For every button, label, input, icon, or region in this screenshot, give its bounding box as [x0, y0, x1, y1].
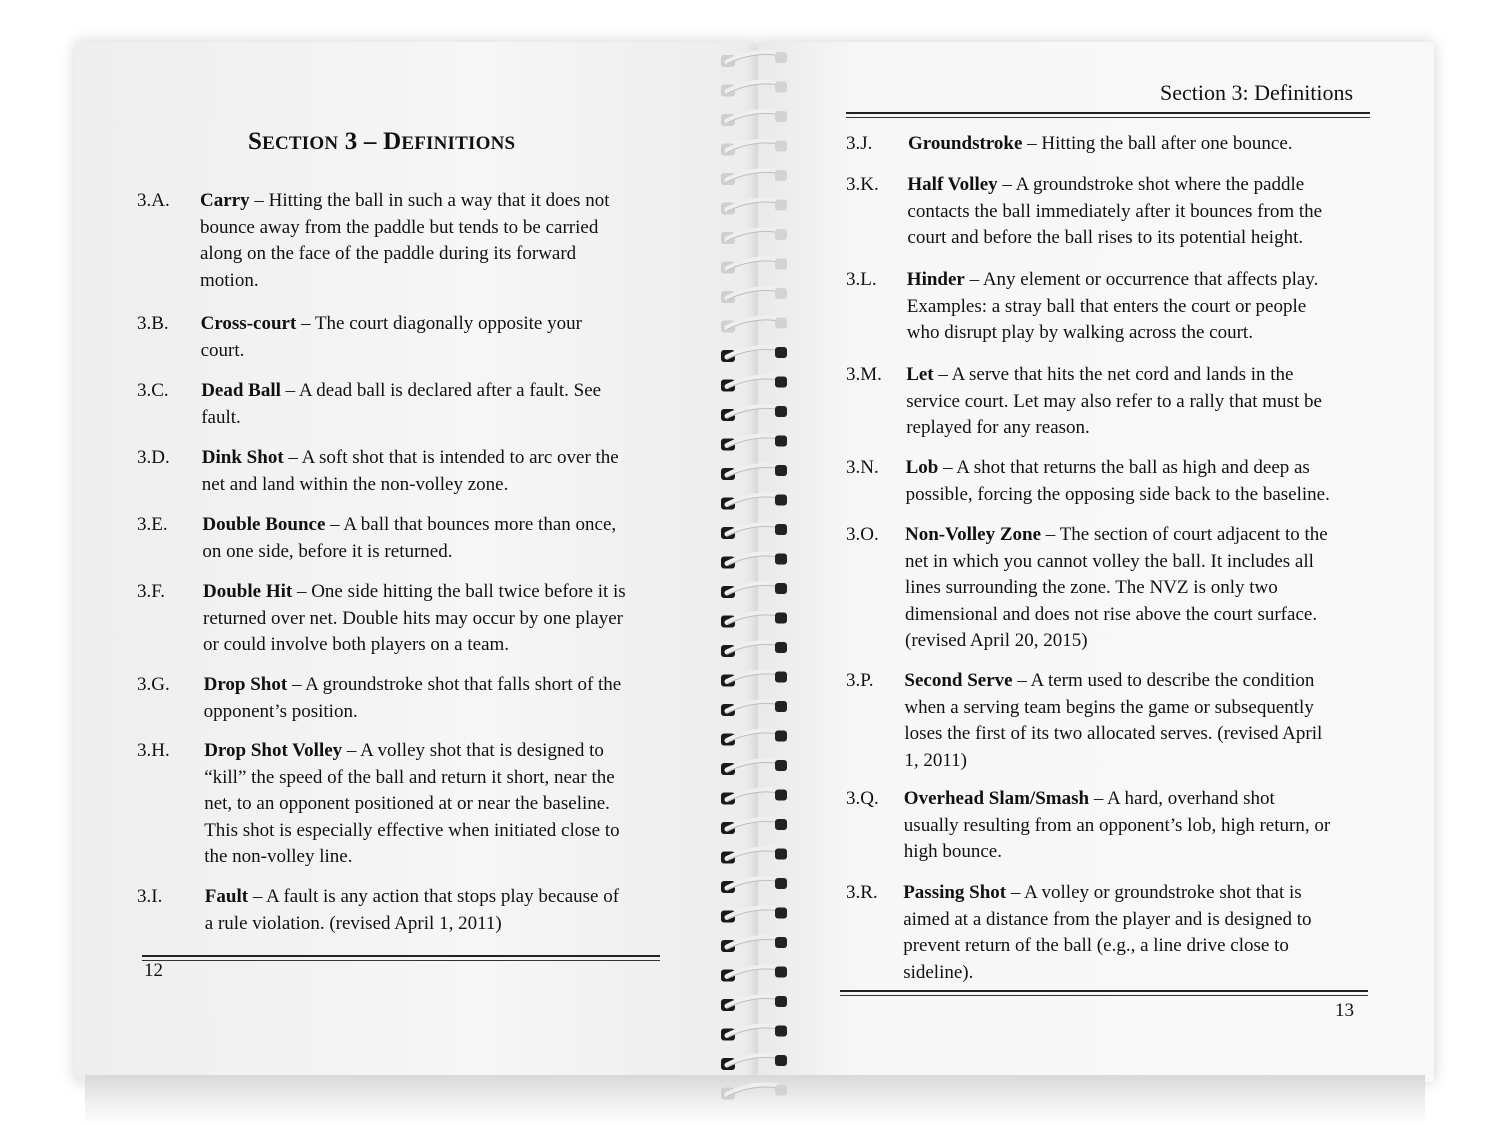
definition-number: 3.E. [137, 514, 168, 535]
definition-text: bounce away from the paddle but tends to be carried [200, 216, 599, 238]
footer-rule-left [142, 955, 660, 957]
definition-line [905, 628, 1385, 655]
spiral-coil [721, 819, 787, 834]
definition-text: Hitting the ball after one bounce. [1041, 133, 1293, 154]
definition-text: along on the face of the paddle during its forward [200, 243, 577, 264]
definition-line [907, 320, 1387, 347]
definition-text: Examples: a stray ball that enters the court or people [906, 295, 1307, 317]
definition-text: opponent’s position. [203, 700, 358, 722]
page-number-right: 13 [1335, 1000, 1354, 1021]
spiral-coil [721, 465, 787, 480]
spiral-coil [721, 1055, 787, 1070]
definition-number: 3.M. [846, 364, 882, 385]
definition-line [904, 839, 1384, 866]
definition-text: aimed at a distance from the player and is designed to [903, 908, 1312, 930]
definition-line [905, 602, 1385, 629]
spiral-coil [721, 790, 787, 805]
definition-text: A shot that returns the ball as high and deep as [956, 457, 1310, 478]
definition-term: Half Volley [907, 174, 998, 195]
spiral-coil [721, 967, 787, 982]
spiral-coil [721, 937, 787, 952]
spiral-coil [721, 170, 787, 185]
definition-term: Drop Shot [203, 674, 288, 695]
spiral-coil [721, 760, 787, 775]
definition-line [200, 215, 680, 242]
definition-term: Groundstroke [908, 133, 1023, 154]
definition-text: net in which you cannot volley the ball. It includes all [905, 550, 1314, 572]
spiral-coil [721, 731, 787, 746]
definition-text: fault. [201, 406, 241, 428]
spiral-coil [721, 878, 787, 893]
definition-line: Drop Shot Volley – A volley shot that is designed to [204, 740, 604, 761]
definition-body [204, 672, 684, 725]
definition-number: 3.D. [137, 447, 170, 468]
definition-text: high bounce. [903, 841, 1002, 862]
definition-text: lines surrounding the zone. The NVZ is only two [905, 577, 1278, 598]
definition-line [204, 765, 684, 792]
definition-line: Second Serve – A term used to describe the condition [904, 670, 1315, 691]
definition-line [202, 539, 682, 566]
definition-term: Overhead Slam/Smash [903, 788, 1090, 809]
definition-line [200, 241, 680, 268]
definition-text: net and land within the non-volley zone. [201, 473, 509, 495]
definition-number: 3.L. [846, 269, 877, 290]
definition-text: court and before the ball rises to its potential height. [907, 227, 1304, 248]
definition-number: 3.Q. [846, 788, 879, 809]
definition-line [201, 405, 681, 432]
definition-text: (revised April 20, 2015) [905, 630, 1088, 651]
definition-line [907, 225, 1387, 252]
spiral-coil [721, 141, 787, 156]
definition-number: 3.I. [137, 886, 163, 907]
definition-line [903, 907, 1383, 934]
definition-term: Lob [905, 457, 939, 478]
definition-body [201, 311, 681, 364]
definition-text: service court. Let may also refer to a rally that must be [906, 390, 1322, 412]
definition-term: Carry [200, 190, 250, 211]
definition-number: 3.K. [846, 174, 879, 195]
definition-text: Any element or occurrence that affects play. [982, 269, 1319, 290]
spiral-coil [721, 996, 787, 1011]
definition-body [904, 786, 1384, 866]
footer-rule-left-thin [142, 960, 660, 961]
definition-body [906, 455, 1386, 508]
spiral-coil [721, 613, 787, 628]
definition-line [204, 818, 684, 845]
definition-term: Dink Shot [201, 447, 284, 468]
definition-term: Passing Shot [903, 882, 1007, 903]
definition-line: Fault – A fault is any action that stops play because of [204, 886, 620, 907]
definition-text: possible, forcing the opposing side back to the baseline. [905, 483, 1330, 505]
definition-term: Fault [204, 886, 249, 907]
definition-text: This shot is especially effective when initiated close to [204, 819, 620, 841]
definition-number: 3.B. [137, 313, 169, 334]
definition-line: Drop Shot – A groundstroke shot that falls short of the [203, 674, 622, 695]
spiral-coil [721, 259, 787, 274]
spiral-coil [721, 554, 787, 569]
definition-text: loses the first of its two allocated serves. (revised April [904, 723, 1323, 744]
footer-rule-right [840, 990, 1368, 992]
spiral-coil [721, 82, 787, 97]
page-number-left: 12 [144, 960, 163, 981]
definition-line: Carry – Hitting the ball in such a way that it does not [200, 190, 610, 211]
definition-text: A volley shot that is designed to [360, 740, 604, 761]
spiral-coil [721, 1085, 787, 1100]
definition-body [904, 668, 1384, 774]
definition-term: Double Hit [203, 581, 293, 602]
spiral-coil [721, 642, 787, 657]
spiral-coil [721, 377, 787, 392]
definition-text: A serve that hits the net cord and lands in the [951, 364, 1294, 385]
spiral-coil [721, 849, 787, 864]
definition-text: prevent return of the ball (e.g., a line drive close to [903, 935, 1289, 956]
definition-line: Hinder – Any element or occurrence that affects play. [906, 269, 1319, 290]
definition-line [204, 844, 684, 871]
spiral-coil [721, 347, 787, 362]
definition-text: A soft shot that is intended to arc over the [301, 447, 619, 468]
definition-text: Hitting the ball in such a way that it does not [268, 190, 610, 211]
definition-text: returned over net. Double hits may occur by one player [203, 607, 623, 629]
definition-text: dimensional and does not rise above the court surface. [905, 603, 1318, 625]
definition-text: who disrupt play by walking across the court. [906, 322, 1253, 343]
definition-line: Dink Shot – A soft shot that is intended to arc over the [201, 447, 619, 468]
definition-line: Overhead Slam/Smash – A hard, overhand shot [903, 788, 1275, 809]
definition-number: 3.H. [137, 740, 170, 761]
definition-line [904, 813, 1384, 840]
spiral-coil [721, 583, 787, 598]
spiral-coil [721, 318, 787, 333]
definition-number: 3.C. [137, 380, 169, 401]
spiral-coil [721, 288, 787, 303]
definition-number: 3.G. [137, 674, 170, 695]
definition-line: Double Hit – One side hitting the ball twice before it is [203, 581, 626, 602]
definition-body [903, 880, 1383, 986]
spiral-coil [721, 672, 787, 687]
definition-line: Non-Volley Zone – The section of court adjacent to the [905, 524, 1328, 545]
spiral-coil [721, 495, 787, 510]
definition-text: usually resulting from an opponent’s lob, high return, or [903, 814, 1331, 836]
definition-line [200, 268, 680, 295]
definition-number: 3.J. [846, 133, 873, 154]
definition-text: 1, 2011) [904, 749, 968, 771]
definition-text: replayed for any reason. [906, 417, 1090, 438]
definition-line: Groundstroke – Hitting the ball after one bounce. [908, 133, 1293, 154]
definition-term: Second Serve [904, 670, 1013, 691]
definition-body [908, 131, 1388, 158]
definition-body [906, 362, 1386, 442]
definition-line: Dead Ball – A dead ball is declared after a fault. See [201, 380, 602, 401]
definition-number: 3.O. [846, 524, 879, 545]
definition-text: the non-volley line. [204, 846, 353, 867]
definition-text: when a serving team begins the game or subsequently [904, 696, 1314, 718]
definition-line: Double Bounce – A ball that bounces more than once, [202, 514, 617, 535]
definition-text: A fault is any action that stops play because of [266, 886, 620, 907]
header-rule-thin [846, 117, 1370, 118]
definition-body [200, 188, 680, 294]
definition-line [906, 415, 1386, 442]
definition-line [903, 933, 1383, 960]
definition-body [205, 884, 685, 937]
definition-text: A dead ball is declared after a fault. See [298, 380, 602, 401]
definition-text: sideline). [903, 961, 974, 983]
spiral-coil [721, 406, 787, 421]
definition-line [205, 911, 685, 938]
definition-line [907, 199, 1387, 226]
spiral-coil [721, 1026, 787, 1041]
definition-line: Lob – A shot that returns the ball as high and deep as [905, 457, 1310, 478]
definition-line [203, 632, 683, 659]
spiral-coil [721, 52, 787, 67]
definition-text: court. [200, 339, 245, 361]
definition-number: 3.N. [846, 457, 879, 478]
definition-line [203, 606, 683, 633]
definition-line [905, 575, 1385, 602]
definition-term: Drop Shot Volley [204, 740, 343, 761]
definition-body [907, 267, 1387, 347]
definition-term: Let [906, 364, 934, 385]
definition-body [202, 512, 682, 565]
definition-line [202, 472, 682, 499]
definition-number: 3.F. [137, 581, 166, 602]
definition-line [904, 695, 1384, 722]
definition-text: One side hitting the ball twice before it is [311, 581, 626, 602]
definition-line [904, 748, 1384, 775]
definition-line [907, 294, 1387, 321]
definition-text: A term used to describe the condition [1030, 670, 1315, 691]
definition-number: 3.R. [846, 882, 878, 903]
definition-line [204, 699, 684, 726]
definition-line [904, 721, 1384, 748]
running-header: Section 3: Definitions [1160, 80, 1354, 105]
spiral-binding [713, 40, 803, 1125]
definition-body [202, 445, 682, 498]
definition-text: The court diagonally opposite your [314, 313, 582, 334]
definition-line [201, 338, 681, 365]
definition-text: on one side, before it is returned. [202, 540, 453, 562]
definition-term: Dead Ball [201, 380, 281, 401]
definition-text: a rule violation. (revised April 1, 2011) [204, 912, 502, 934]
spiral-coil [721, 111, 787, 126]
definition-text: A groundstroke shot that falls short of the [305, 674, 622, 695]
definition-term: Double Bounce [202, 514, 326, 535]
definition-text: motion. [200, 269, 259, 291]
definition-body [905, 522, 1385, 655]
definition-body [203, 579, 683, 659]
spiral-coil [721, 524, 787, 539]
spiral-coil [721, 436, 787, 451]
definition-number: 3.A. [137, 190, 170, 211]
definition-line [906, 389, 1386, 416]
definition-term: Cross-court [200, 313, 297, 334]
definition-term: Hinder [906, 269, 965, 290]
definition-text: A groundstroke shot where the paddle [1015, 174, 1305, 195]
definition-line [903, 960, 1383, 987]
definition-line: Passing Shot – A volley or groundstroke shot that is [903, 882, 1302, 903]
definition-text: or could involve both players on a team. [203, 634, 510, 655]
definition-body [204, 738, 684, 871]
definition-line: Let – A serve that hits the net cord and lands in the [906, 364, 1294, 385]
definition-body [907, 172, 1387, 252]
definition-body [201, 378, 681, 431]
section-title: SECTION 3 – DEFINITIONS [248, 128, 516, 155]
spiral-coil [721, 229, 787, 244]
spiral-coil [721, 908, 787, 923]
definition-text: A hard, overhand shot [1107, 788, 1275, 809]
definition-text: contacts the ball immediately after it bounces from the [907, 200, 1323, 222]
spiral-coil [721, 701, 787, 716]
definition-text: The section of court adjacent to the [1059, 524, 1328, 545]
definition-text: A ball that bounces more than once, [343, 514, 617, 535]
definition-text: A volley or groundstroke shot that is [1024, 882, 1302, 903]
footer-rule-right-thin [840, 995, 1368, 996]
definition-line: Half Volley – A groundstroke shot where the paddle [907, 174, 1305, 195]
definition-text: “kill” the speed of the ball and return it short, near the [204, 766, 615, 788]
header-rule [846, 112, 1370, 114]
definition-line [204, 791, 684, 818]
definition-number: 3.P. [846, 670, 874, 691]
spiral-coil [721, 200, 787, 215]
definition-line [905, 549, 1385, 576]
definition-line [906, 482, 1386, 509]
definition-text: net, to an opponent positioned at or near the baseline. [204, 793, 610, 814]
definition-term: Non-Volley Zone [905, 524, 1042, 545]
definition-line: Cross-court – The court diagonally opposite your [200, 313, 582, 334]
